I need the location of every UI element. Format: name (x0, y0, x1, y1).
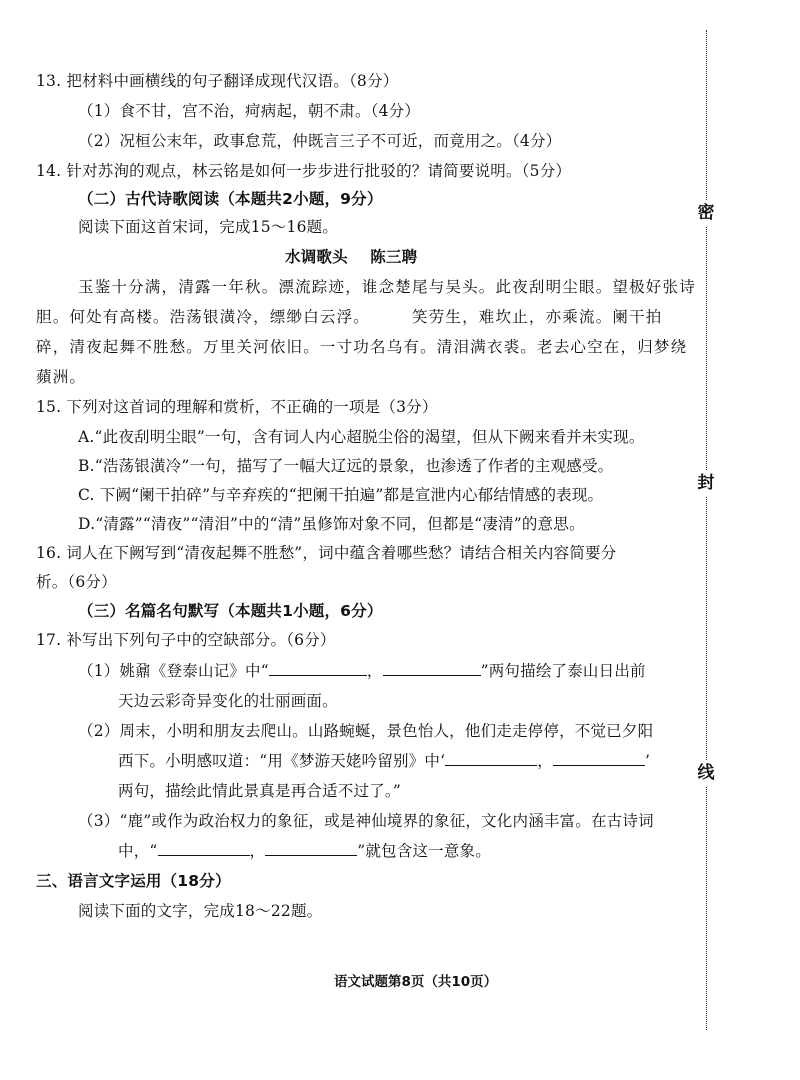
q17-item3-line1: （3）“鹿”或作为政治权力的象征，或是神仙境界的象征，文化内涵丰富。在古诗词 (78, 812, 654, 830)
poem-line-3: 碎，清夜起舞不胜愁。万里关河依旧。一寸功名乌有。清泪满衣裘。老去心空在，归梦绕 (36, 338, 688, 356)
part3-heading: 三、语言文字运用（18分） (36, 872, 231, 890)
q17-stem: 17. 补写出下列句子中的空缺部分。（6分） (36, 631, 336, 649)
q13-sub1: （1）食不甘，宫不治，疴病起，朝不肃。（4分） (78, 102, 421, 120)
q15-option-c: C. 下阙“阑干拍碎”与辛弃疾的“把阑干拍遍”都是宣泄内心郁结情感的表现。 (78, 486, 604, 504)
poem-line-2b: 笑劳生，难坎止，亦乘流。阑干拍 (412, 308, 663, 326)
q15-stem: 15. 下列对这首词的理解和赏析，不正确的一项是（3分） (36, 398, 438, 416)
part3-intro: 阅读下面的文字，完成18～22题。 (78, 902, 323, 920)
seal-char-xian: 线 (694, 760, 718, 786)
q17-item2-post: ’ (644, 752, 651, 770)
q13-sub2: （2）况桓公末年，政事怠荒，仲既言三子不可近，而竟用之。（4分） (78, 132, 562, 150)
q17-item1-pre: （1）姚鼐《登泰山记》中“ (78, 662, 269, 680)
q17-item2-mid: ， (537, 752, 553, 770)
q16-stem: 16. 词人在下阙写到“清夜起舞不胜愁”，词中蕴含着哪些愁？请结合相关内容简要分 (36, 544, 617, 562)
q17-item3-mid: ， (249, 842, 266, 860)
q17-item1 (78, 660, 646, 682)
q17-blank-3[interactable] (445, 750, 537, 766)
q17-item2-continued: 两句，描绘此情此景真是再合适不过了。” (118, 782, 401, 800)
section3-heading: （三）名篇名句默写（本题共1小题，6分） (78, 602, 383, 620)
q17-blank-6[interactable] (265, 840, 357, 856)
seal-dotted-line (706, 30, 707, 1030)
poem-author: 陈三聘 (370, 248, 418, 266)
q14-stem: 14. 针对苏洵的观点，林云铭是如何一步步进行批驳的？请简要说明。（5分） (36, 162, 572, 180)
q17-item2-pre: 西下。小明感叹道：“用《梦游天姥吟留别》中‘ (118, 752, 446, 770)
q17-item3-post: ”就包含这一意象。 (357, 842, 491, 860)
page-footer: 语文试题第8页（共10页） (334, 974, 498, 990)
poem-line-2a: 胆。何处有高楼。浩荡银潢冷，缥缈白云浮。 (36, 308, 371, 326)
q17-blank-5[interactable] (158, 840, 250, 856)
q17-item3-pre: 中，“ (118, 842, 158, 860)
section2-intro: 阅读下面这首宋词，完成15～16题。 (78, 218, 339, 236)
section2-heading: （二）古代诗歌阅读（本题共2小题，9分） (78, 190, 383, 208)
q17-blank-4[interactable] (553, 750, 645, 766)
poem-title (285, 246, 417, 268)
poem-line-4: 蘋洲。 (36, 368, 87, 386)
q17-item2 (118, 750, 650, 772)
q17-item2-line1: （2）周末，小明和朋友去爬山。山路蜿蜒，景色怡人，他们走走停停，不觉已夕阳 (78, 722, 654, 740)
q17-blank-2[interactable] (383, 660, 481, 676)
q17-item1-continued: 天边云彩奇异变化的壮丽画面。 (118, 692, 338, 710)
q15-option-d: D.“清露”“清夜”“清泪”中的“清”虽修饰对象不同，但都是“凄清”的意思。 (78, 515, 585, 533)
seal-char-mi: 密 (694, 200, 718, 226)
q13-stem: 13. 把材料中画横线的句子翻译成现代汉语。（8分） (36, 72, 399, 90)
q15-option-b: B.“浩荡银潢冷”一句，描写了一幅大辽远的景象，也渗透了作者的主观感受。 (78, 457, 614, 475)
poem-title-text: 水调歌头 (285, 248, 348, 266)
q17-item1-post: ”两句描绘了泰山日出前 (480, 662, 646, 680)
seal-char-feng: 封 (694, 470, 718, 496)
q17-blank-1[interactable] (269, 660, 367, 676)
q17-item3 (118, 840, 491, 862)
q17-item1-mid: ， (366, 662, 383, 680)
q15-option-a: A.“此夜刮明尘眼”一句，含有词人内心超脱尘俗的渴望，但从下阙来看并未实现。 (78, 428, 645, 446)
poem-line-1: 玉鉴十分满，清露一年秋。漂流踪迹，谁念楚尾与吴头。此夜刮明尘眼。望极好张诗 (78, 278, 696, 296)
q16-stem-continued: 析。（6分） (36, 573, 117, 591)
